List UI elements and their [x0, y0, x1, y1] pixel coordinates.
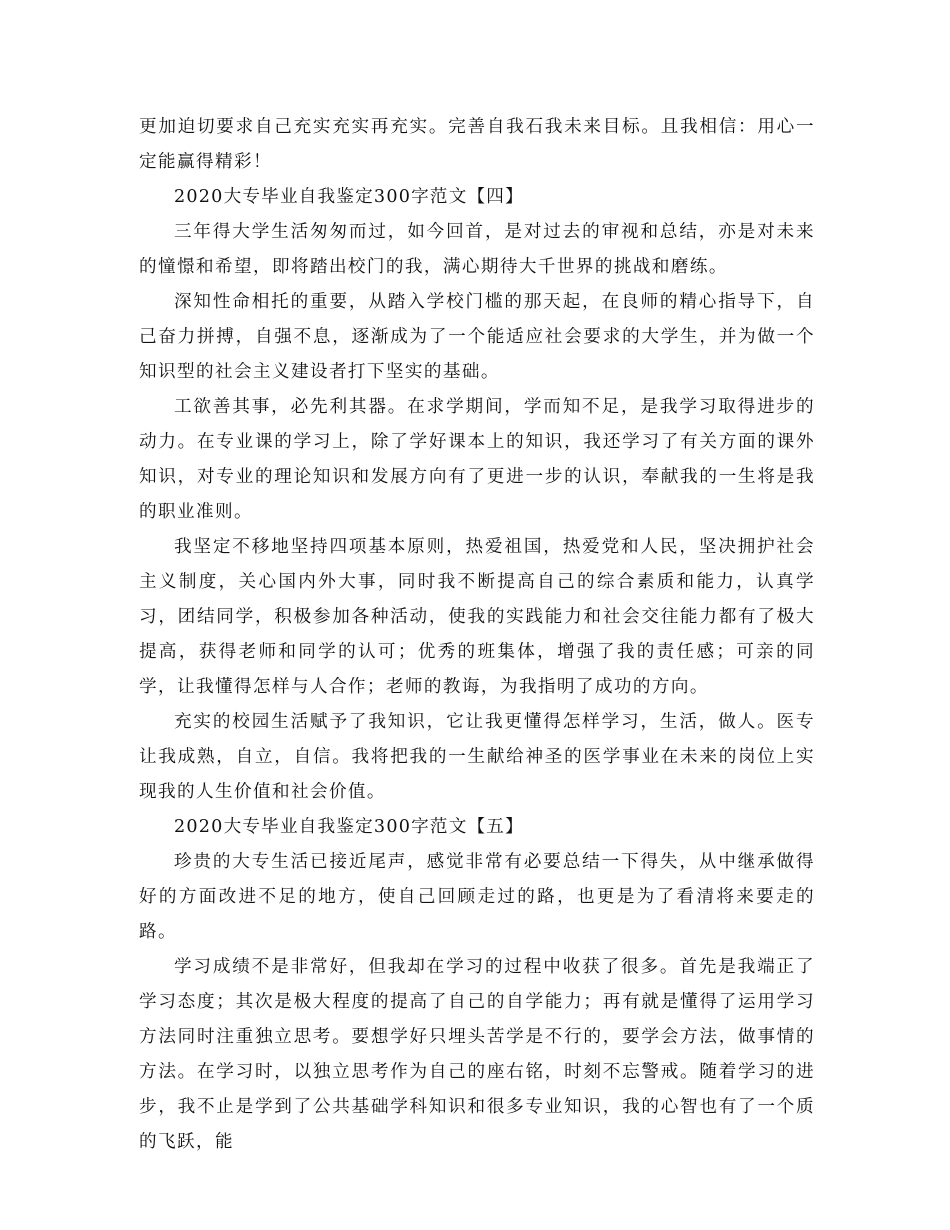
section-heading-5: 2020大专毕业自我鉴定300字范文【五】: [174, 817, 524, 837]
paragraph-4-2: 深知性命相托的重要，从踏入学校门槛的那天起，在良师的精心指导下，自己奋力拼搏，自强不息，逐渐成为了一个能适应社会要求的大学生，并为做一个知识型的社会主义建设者打下坚实的基础。: [139, 292, 815, 382]
paragraph-4-5: 充实的校园生活赋予了我知识，它让我更懂得怎样学习，生活，做人。医专让我成熟，自立，自信。我将把我的一生献给神圣的医学事业在未来的岗位上实现我的人生价值和社会价值。: [139, 712, 815, 802]
paragraph-4-3: 工欲善其事，必先利其器。在求学期间，学而知不足，是我学习取得进步的动力。在专业课的学习上，除了学好课本上的知识，我还学习了有关方面的课外知识，对专业的理论知识和发展方向有了更进一步的认识，奉献我的一生将是我的职业准则。: [139, 397, 815, 522]
document-page: [139, 110, 815, 1160]
paragraph-4-1: 三年得大学生活匆匆而过，如今回首，是对过去的审视和总结，亦是对未来的憧憬和希望，即将踏出校门的我，满心期待大千世界的挑战和磨练。: [139, 222, 815, 277]
paragraph-5-2: 学习成绩不是非常好，但我却在学习的过程中收获了很多。首先是我端正了学习态度；其次是极大程度的提高了自己的自学能力；再有就是懂得了运用学习方法同时注重独立思考。要想学好只埋头苦学是不行的，要学会方法，做事情的方法。在学习时，以独立思考作为自己的座右铭，时刻不忘警戒。随着学习的进步，我不止是学到了公共基础学科知识和很多专业知识，我的心智也有了一个质的飞跃，能: [139, 957, 815, 1152]
paragraph-continued: 更加迫切要求自己充实充实再充实。完善自我石我未来目标。且我相信：用心一定能赢得精彩！: [139, 117, 815, 172]
paragraph-5-1: 珍贵的大专生活已接近尾声，感觉非常有必要总结一下得失，从中继承做得好的方面改进不足的地方，使自己回顾走过的路，也更是为了看清将来要走的路。: [139, 852, 815, 942]
section-heading-4: 2020大专毕业自我鉴定300字范文【四】: [174, 187, 524, 207]
paragraph-4-4: 我坚定不移地坚持四项基本原则，热爱祖国，热爱党和人民，坚决拥护社会主义制度，关心国内外大事，同时我不断提高自己的综合素质和能力，认真学习，团结同学，积极参加各种活动，使我的实践能力和社会交往能力都有了极大提高，获得老师和同学的认可；优秀的班集体，增强了我的责任感；可亲的同学，让我懂得怎样与人合作；老师的教诲，为我指明了成功的方向。: [139, 537, 815, 697]
